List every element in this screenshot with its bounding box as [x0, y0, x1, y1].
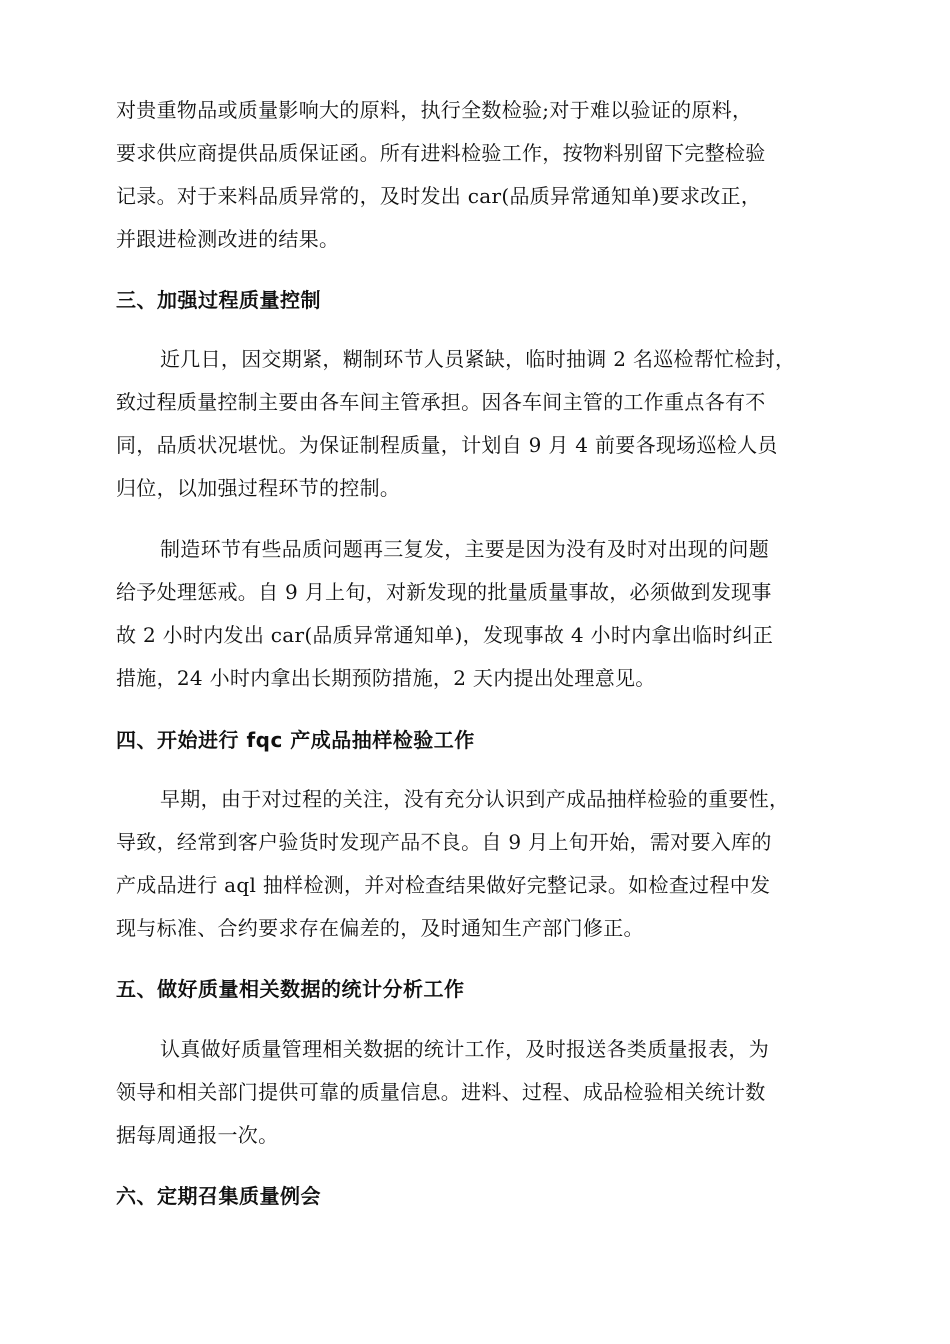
text-line: 对贵重物品或质量影响大的原料，执行全数检验;对于难以验证的原料，	[116, 98, 753, 122]
text-line: 归位，以加强过程环节的控制。	[116, 476, 401, 500]
section-heading-4: 四、开始进行 fqc 产成品抽样检验工作	[116, 728, 475, 752]
text-line: 导致，经常到客户验货时发现产品不良。自 9 月上旬开始，需对要入库的	[116, 830, 772, 854]
text-line: 同，品质状况堪忧。为保证制程质量，计划自 9 月 4 前要各现场巡检人员	[116, 433, 778, 457]
text-line: 早期，由于对过程的关注，没有充分认识到产成品抽样检验的重要性，	[160, 787, 790, 811]
text-line: 致过程质量控制主要由各车间主管承担。因各车间主管的工作重点各有不	[116, 390, 766, 414]
text-line: 要求供应商提供品质保证函。所有进料检验工作，按物料别留下完整检验	[116, 141, 766, 165]
text-line: 据每周通报一次。	[116, 1123, 279, 1147]
text-line: 给予处理惩戒。自 9 月上旬，对新发现的批量质量事故，必须做到发现事	[116, 580, 772, 604]
text-line: 产成品进行 aql 抽样检测，并对检查结果做好完整记录。如检查过程中发	[116, 873, 771, 897]
text-line: 认真做好质量管理相关数据的统计工作，及时报送各类质量报表，为	[160, 1037, 769, 1061]
text-line: 制造环节有些品质问题再三复发，主要是因为没有及时对出现的问题	[160, 537, 769, 561]
text-line: 现与标准、合约要求存在偏差的，及时通知生产部门修正。	[116, 916, 644, 940]
section-heading-5: 五、做好质量相关数据的统计分析工作	[116, 977, 465, 1001]
text-line: 并跟进检测改进的结果。	[116, 227, 340, 251]
text-line: 记录。对于来料品质异常的，及时发出 car(品质异常通知单)要求改正，	[116, 184, 762, 208]
text-line: 近几日，因交期紧，糊制环节人员紧缺，临时抽调 2 名巡检帮忙检封，	[160, 347, 796, 371]
section-heading-6: 六、定期召集质量例会	[116, 1184, 321, 1208]
text-line: 领导和相关部门提供可靠的质量信息。进料、过程、成品检验相关统计数	[116, 1080, 766, 1104]
section-heading-3: 三、加强过程质量控制	[116, 288, 321, 312]
text-line: 故 2 小时内发出 car(品质异常通知单)，发现事故 4 小时内拿出临时纠正	[116, 623, 774, 647]
text-line: 措施，24 小时内拿出长期预防措施，2 天内提出处理意见。	[116, 666, 656, 690]
